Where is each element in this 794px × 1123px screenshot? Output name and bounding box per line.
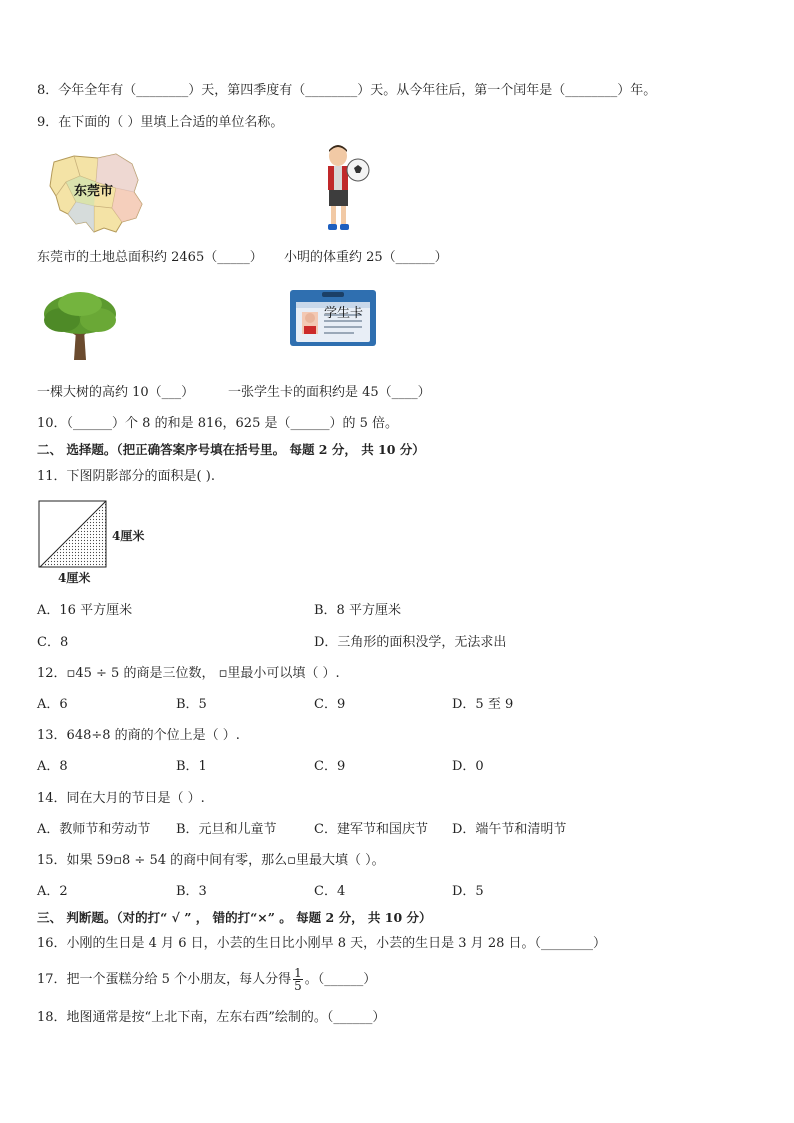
question-10: 10．（______）个 8 的和是 816，625 是（______）的 5 倍。 (37, 416, 399, 431)
question-17-text: 17．把一个蛋糕分给 5 个小朋友，每人分得 (37, 972, 292, 987)
student-card-image (290, 290, 376, 346)
question-17-blank: 。（______） (304, 972, 377, 987)
question-13: 13．648÷8 的商的个位上是（ ）. (37, 728, 240, 743)
section-2-heading: 二、 选择题。（把正确答案序号填在括号里。 每题 2 分， 共 10 分） (37, 442, 425, 457)
question-9-b: 小明的体重约 25（______） (284, 250, 448, 265)
q12-option-c: C．9 (314, 697, 346, 712)
q11-option-c: C．8 (37, 635, 69, 650)
square-diagram (38, 500, 108, 568)
q13-option-a: A．8 (37, 759, 68, 774)
question-9-d: 一张学生卡的面积约是 45（____） (228, 385, 431, 400)
q12-option-b: B．5 (176, 697, 207, 712)
q11-option-a: A．16 平方厘米 (37, 603, 133, 618)
q15-option-a: A．2 (37, 884, 68, 899)
q14-option-a: A．教师节和劳动节 (37, 822, 151, 837)
q11-option-d: D．三角形的面积没学，无法求出 (314, 635, 507, 650)
q12-option-a: A．6 (37, 697, 68, 712)
question-18: 18．地图通常是按“上北下南，左东右西”绘制的。（______） (37, 1010, 386, 1025)
q14-option-c: C．建军节和国庆节 (314, 822, 428, 837)
section-3-heading: 三、 判断题。（对的打“ √ ” ， 错的打“×” 。 每题 2 分， 共 10 分） (37, 910, 432, 925)
question-9: 9．在下面的（ ）里填上合适的单位名称。 (37, 115, 284, 130)
fraction-numerator: 1 (294, 966, 302, 980)
question-15: 15．如果 59▫8 ÷ 54 的商中间有零，那么▫里最大填（ ）。 (37, 853, 385, 868)
question-11: 11．下图阴影部分的面积是( ). (37, 469, 215, 484)
tree-image (40, 290, 120, 362)
fraction-one-fifth (293, 967, 303, 992)
q13-option-d: D．0 (452, 759, 484, 774)
question-17 (37, 962, 376, 998)
q13-option-b: B．1 (176, 759, 207, 774)
q13-option-c: C．9 (314, 759, 346, 774)
q15-option-c: C．4 (314, 884, 346, 899)
side-length-label: 4厘米 (112, 529, 145, 543)
q14-option-b: B．元旦和儿童节 (176, 822, 277, 837)
dongguan-map-image (46, 152, 146, 234)
question-9-a: 东莞市的土地总面积约 2465（_____） (37, 250, 263, 265)
question-12: 12．▫45 ÷ 5 的商是三位数， ▫里最小可以填（ ）. (37, 666, 340, 681)
question-16: 16．小刚的生日是 4 月 6 日，小芸的生日比小刚早 8 天，小芸的生日是 3 月 28 日。（________） (37, 936, 606, 951)
question-14: 14．同在大月的节日是（ ）. (37, 791, 205, 806)
q14-option-d: D．端午节和清明节 (452, 822, 567, 837)
fraction-denominator: 5 (294, 979, 302, 993)
q15-option-d: D．5 (452, 884, 484, 899)
q12-option-d: D．5 至 9 (452, 697, 514, 712)
q11-option-b: B．8 平方厘米 (314, 603, 401, 618)
card-label: 学生卡 (324, 306, 364, 321)
question-8: 8．今年全年有（________）天，第四季度有（________）天。从今年往后，第一个闰年是（________）年。 (37, 83, 657, 98)
map-label: 东莞市 (74, 184, 114, 199)
boy-with-ball-image (316, 142, 372, 234)
q15-option-b: B．3 (176, 884, 207, 899)
question-9-c: 一棵大树的高约 10（___） (37, 385, 195, 400)
bottom-length-label: 4厘米 (58, 571, 91, 585)
